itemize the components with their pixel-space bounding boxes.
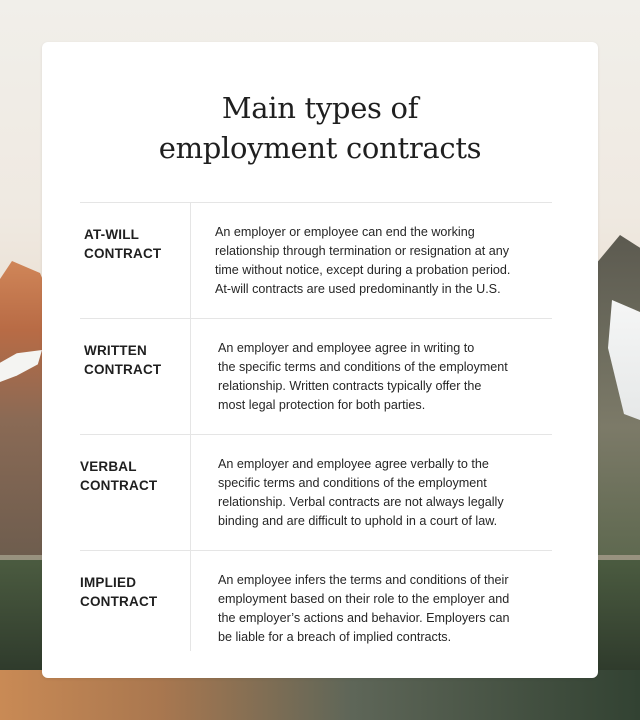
row-label-line: AT-WILL (84, 227, 140, 242)
table-row-at-will (80, 203, 552, 319)
row-label-line: CONTRACT (84, 246, 162, 261)
contract-types-table (80, 202, 552, 651)
row-label-line: CONTRACT (80, 478, 158, 493)
row-description (218, 455, 558, 531)
description-line: most legal protection for both parties. (218, 398, 426, 412)
description-line: be liable for a breach of implied contracts. (218, 630, 452, 644)
page-title (42, 88, 598, 168)
column-divider (190, 551, 191, 651)
table-row-verbal (80, 435, 552, 551)
row-description (218, 571, 558, 647)
description-line: At-will contracts are used predominantly in the U.S. (215, 282, 501, 296)
row-label (84, 341, 184, 379)
description-line: the specific terms and conditions of the employment (218, 360, 508, 374)
description-line: relationship. Verbal contracts are not always legally (218, 495, 504, 509)
description-line: relationship. Written contracts typically offer the (218, 379, 482, 393)
row-label (84, 225, 184, 263)
infographic-card (42, 42, 598, 678)
row-label (80, 573, 180, 611)
description-line: relationship through termination or resignation at any (215, 244, 510, 258)
table-row-written (80, 319, 552, 435)
title-line: Main types of (221, 91, 419, 125)
row-description (215, 223, 555, 299)
row-label-line: IMPLIED (80, 575, 137, 590)
row-description (218, 339, 558, 415)
column-divider (190, 203, 191, 318)
row-label-line: WRITTEN (84, 343, 147, 358)
description-line: employment based on their role to the employer and (218, 592, 510, 606)
description-line: binding and are difficult to uphold in a court of law. (218, 514, 498, 528)
row-label-line: CONTRACT (84, 362, 162, 377)
row-label (80, 457, 180, 495)
description-line: An employer or employee can end the working (215, 225, 475, 239)
row-label-line: CONTRACT (80, 594, 158, 609)
column-divider (190, 435, 191, 550)
table-row-implied (80, 551, 552, 651)
description-line: the employer’s actions and behavior. Employers can (218, 611, 510, 625)
description-line: specific terms and conditions of the employment (218, 476, 487, 490)
description-line: An employee infers the terms and conditions of their (218, 573, 509, 587)
description-line: An employer and employee agree verbally to the (218, 457, 489, 471)
column-divider (190, 319, 191, 434)
row-label-line: VERBAL (80, 459, 137, 474)
description-line: time without notice, except during a probation period. (215, 263, 511, 277)
title-line: employment contracts (158, 131, 482, 165)
description-line: An employer and employee agree in writing to (218, 341, 475, 355)
